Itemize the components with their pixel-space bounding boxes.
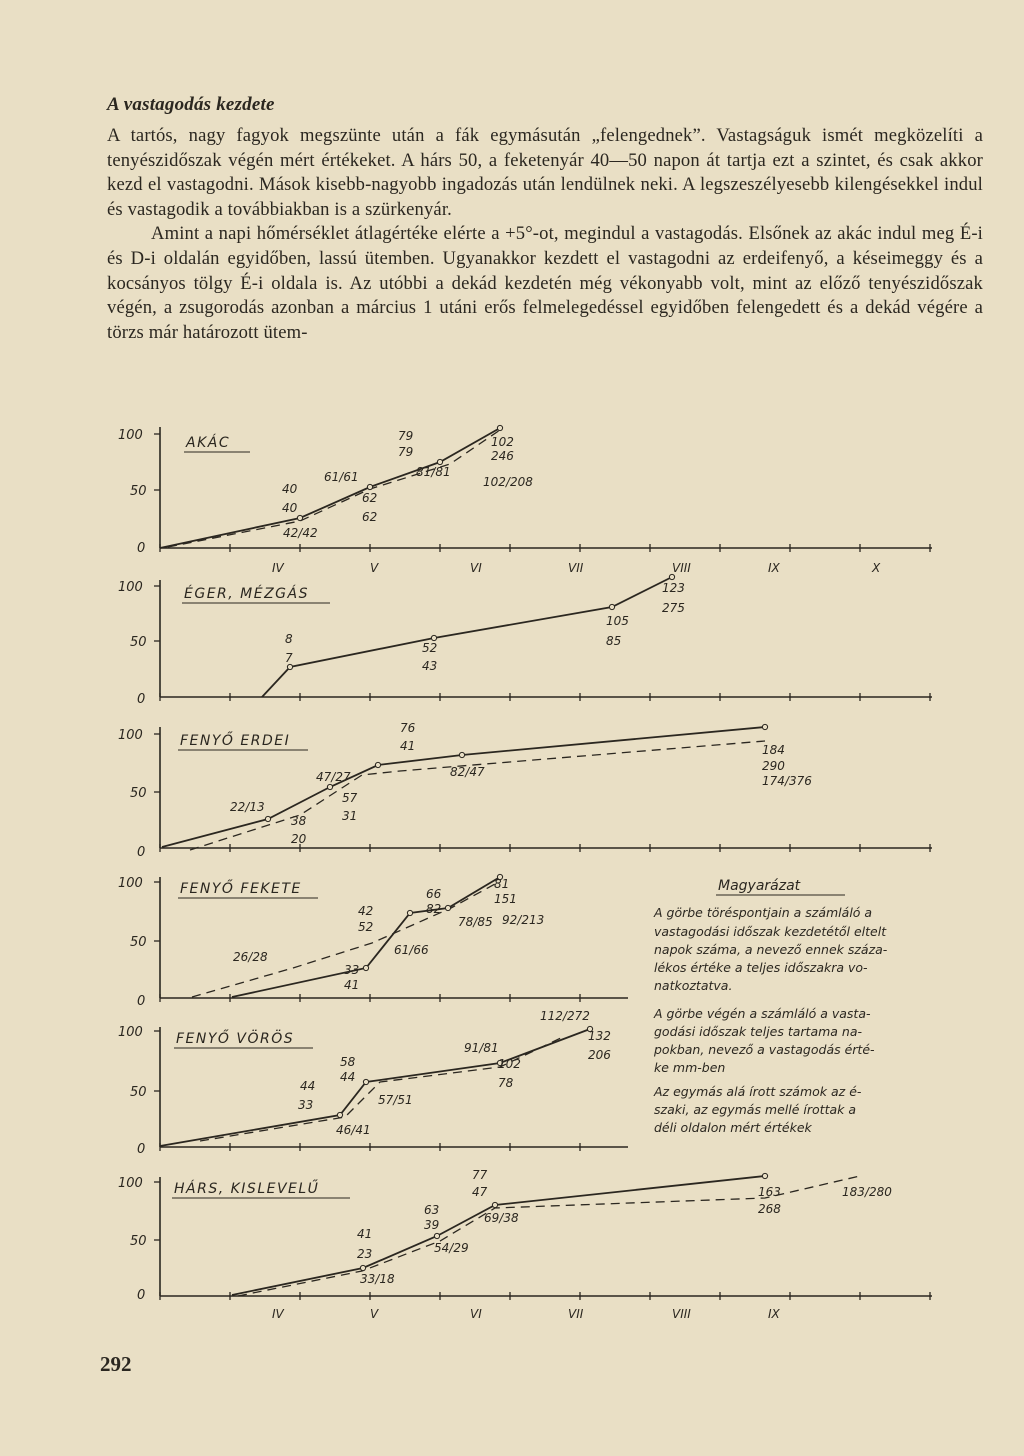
curve-point bbox=[497, 425, 502, 430]
panel-title: AKÁC bbox=[186, 435, 231, 451]
value-label: 40 bbox=[282, 501, 298, 515]
curve-point bbox=[337, 1112, 342, 1117]
value-label: 290 bbox=[762, 759, 785, 773]
value-label: 81/81 bbox=[416, 465, 451, 479]
value-label: 268 bbox=[758, 1202, 781, 1216]
month-label: VIII bbox=[672, 561, 691, 575]
curve-point bbox=[431, 635, 436, 640]
y-tick-label: 0 bbox=[137, 1288, 146, 1303]
value-label: 22/13 bbox=[230, 800, 265, 814]
legend-line: ke mm-ben bbox=[654, 1060, 726, 1075]
value-label: 105 bbox=[606, 614, 629, 628]
value-label: 69/38 bbox=[484, 1211, 519, 1225]
curve-point bbox=[407, 910, 412, 915]
y-tick-label: 0 bbox=[137, 1142, 146, 1157]
value-label: 33/18 bbox=[360, 1272, 395, 1286]
value-label: 40 bbox=[282, 482, 298, 496]
value-label: 41 bbox=[400, 739, 416, 753]
value-label: 82 bbox=[426, 902, 442, 916]
y-tick-label: 100 bbox=[118, 1025, 143, 1040]
value-label: 46/41 bbox=[336, 1123, 371, 1137]
panel-title: FENYŐ VÖRÖS bbox=[176, 1031, 295, 1047]
panel-title: FENYŐ FEKETE bbox=[180, 881, 302, 897]
value-label: 38 bbox=[291, 814, 307, 828]
value-label: 66 bbox=[426, 887, 442, 901]
value-label: 33 bbox=[344, 963, 360, 977]
y-tick-label: 50 bbox=[130, 786, 147, 801]
value-label: 62 bbox=[362, 491, 378, 505]
value-label: 78/85 bbox=[458, 915, 493, 929]
value-label: 33 bbox=[298, 1098, 314, 1112]
value-label: 62 bbox=[362, 510, 378, 524]
value-label: 246 bbox=[491, 449, 514, 463]
y-tick-label: 50 bbox=[130, 935, 147, 950]
y-tick-label: 100 bbox=[118, 428, 143, 443]
curve-point bbox=[363, 1079, 368, 1084]
y-tick-label: 100 bbox=[118, 728, 143, 743]
paragraph: A tartós, nagy fagyok megszünte után a fák egymásután „felengednek”. Vastagságuk ismét megközelíti a tenyészidőszak végén mért értékeket. A hárs 50, a feketenyár 40—50 napon át tartja ezt a szintet, és csak akkor kezd el vastagodni. Mások kisebb-nagyobb ingadozás után lendülnek neki. A legszeszélyesebb kilengésekkel indul és vastagodik a továbbiakban is a szürkenyár. bbox=[107, 125, 983, 220]
value-label: 151 bbox=[494, 892, 517, 906]
curve-point bbox=[327, 784, 332, 789]
legend-line: napok száma, a nevező ennek száza- bbox=[654, 942, 888, 957]
value-label: 81 bbox=[494, 877, 510, 891]
curve-point bbox=[367, 484, 372, 489]
legend-line: Az egymás alá írott számok az é- bbox=[654, 1084, 862, 1099]
legend-line: déli oldalon mért értékek bbox=[654, 1120, 812, 1135]
growth-curve-south bbox=[190, 741, 765, 850]
month-label: VI bbox=[470, 1307, 482, 1321]
value-label: 41 bbox=[357, 1227, 373, 1241]
curve-point bbox=[445, 905, 450, 910]
value-label: 7 bbox=[285, 651, 293, 665]
value-label: 183/280 bbox=[842, 1185, 892, 1199]
value-label: 20 bbox=[291, 832, 307, 846]
month-label: V bbox=[370, 1307, 379, 1321]
value-label: 44 bbox=[340, 1070, 356, 1084]
y-tick-label: 0 bbox=[137, 692, 146, 707]
legend bbox=[653, 878, 888, 1135]
value-label: 275 bbox=[662, 601, 685, 615]
y-tick-label: 0 bbox=[137, 541, 146, 556]
panel-title: ÉGER, MÉZGÁS bbox=[184, 586, 309, 602]
value-label: 57/51 bbox=[378, 1093, 413, 1107]
value-label: 76 bbox=[400, 721, 416, 735]
legend-line: A görbe végén a számláló a vasta- bbox=[654, 1006, 871, 1021]
curve-point bbox=[492, 1202, 497, 1207]
value-label: 44 bbox=[300, 1079, 316, 1093]
month-label: IX bbox=[768, 561, 780, 575]
value-label: 57 bbox=[342, 791, 358, 805]
value-label: 47/27 bbox=[316, 770, 351, 784]
value-label: 39 bbox=[424, 1218, 440, 1232]
value-label: 43 bbox=[422, 659, 438, 673]
value-label: 42 bbox=[358, 904, 374, 918]
section-title: A vastagodás kezdete bbox=[107, 94, 275, 115]
value-label: 42/42 bbox=[283, 526, 318, 540]
value-label: 112/272 bbox=[540, 1009, 590, 1023]
figure-labels bbox=[118, 428, 892, 1321]
y-tick-label: 50 bbox=[130, 484, 147, 499]
curve-point bbox=[762, 1173, 767, 1178]
curve-point bbox=[265, 816, 270, 821]
curve-point bbox=[375, 762, 380, 767]
legend-line: A görbe töréspontjain a számláló a bbox=[654, 905, 873, 920]
page-number: 292 bbox=[100, 1352, 132, 1376]
month-label: IX bbox=[768, 1307, 780, 1321]
value-label: 61/66 bbox=[394, 943, 429, 957]
value-label: 91/81 bbox=[464, 1041, 499, 1055]
value-label: 82/47 bbox=[450, 765, 485, 779]
curve-point bbox=[363, 965, 368, 970]
curve-point bbox=[762, 724, 767, 729]
month-label: VII bbox=[568, 1307, 584, 1321]
value-label: 23 bbox=[357, 1247, 373, 1261]
value-label: 31 bbox=[342, 809, 358, 823]
y-tick-label: 50 bbox=[130, 635, 147, 650]
y-tick-label: 100 bbox=[118, 876, 143, 891]
y-tick-label: 100 bbox=[118, 1176, 143, 1191]
panel-title: FENYŐ ERDEI bbox=[180, 733, 291, 749]
value-label: 61/61 bbox=[324, 470, 359, 484]
value-label: 184 bbox=[762, 743, 785, 757]
value-label: 102 bbox=[491, 435, 514, 449]
figure-curves bbox=[160, 425, 860, 1296]
value-label: 132 bbox=[588, 1029, 611, 1043]
value-label: 63 bbox=[424, 1203, 440, 1217]
y-tick-label: 100 bbox=[118, 580, 143, 595]
legend-title: Magyarázat bbox=[718, 878, 801, 894]
value-label: 47 bbox=[472, 1185, 488, 1199]
value-label: 163 bbox=[758, 1185, 781, 1199]
legend-line: vastagodási időszak kezdetétől eltelt bbox=[654, 924, 887, 939]
legend-line: lékos értéke a teljes időszakra vo- bbox=[654, 960, 868, 975]
y-tick-label: 0 bbox=[137, 845, 146, 860]
value-label: 174/376 bbox=[762, 774, 812, 788]
month-label: IV bbox=[272, 561, 284, 575]
value-label: 52 bbox=[422, 641, 438, 655]
value-label: 92/213 bbox=[502, 913, 545, 927]
value-label: 79 bbox=[398, 429, 414, 443]
value-label: 206 bbox=[588, 1048, 611, 1062]
y-tick-label: 0 bbox=[137, 994, 146, 1009]
curve-point bbox=[459, 752, 464, 757]
legend-line: natkoztatva. bbox=[654, 978, 733, 993]
value-label: 41 bbox=[344, 978, 360, 992]
curve-point bbox=[609, 604, 614, 609]
legend-line: pokban, nevező a vastagodás érté- bbox=[654, 1042, 875, 1057]
curve-point bbox=[434, 1233, 439, 1238]
curve-point bbox=[437, 459, 442, 464]
month-label: VIII bbox=[672, 1307, 691, 1321]
value-label: 8 bbox=[285, 632, 293, 646]
month-label: V bbox=[370, 561, 379, 575]
value-label: 79 bbox=[398, 445, 414, 459]
curve-point bbox=[287, 664, 292, 669]
panel-title: HÁRS, KISLEVELŰ bbox=[174, 1181, 320, 1197]
figure-axes bbox=[154, 427, 932, 1300]
legend-line: godási időszak teljes tartama na- bbox=[654, 1024, 863, 1039]
curve-point bbox=[360, 1265, 365, 1270]
value-label: 54/29 bbox=[434, 1241, 469, 1255]
value-label: 78 bbox=[498, 1076, 514, 1090]
value-label: 102 bbox=[498, 1057, 521, 1071]
value-label: 52 bbox=[358, 920, 374, 934]
paragraph: Amint a napi hőmérséklet átlagértéke elérte a +5°-ot, megindul a vastagodás. Elsőnek az akác indul meg É-i és D-i oldalán egyidőben, lassú ütemben. Ugyanakkor kezdett el vastagodni az erdeifenyő, a késeimeggy és a kocsányos tölgy É-i oldala is. Az utóbbi a dekád kezdetén még vékonyabb volt, mint az előző tenyészidőszak végén, a zsugorodás azonban a március 1 utáni erős felmelegedéssel egyidőben felengedett és a dekád végére a törzs már határozott ütem- bbox=[107, 223, 983, 343]
month-label: VI bbox=[470, 561, 482, 575]
y-tick-label: 50 bbox=[130, 1085, 147, 1100]
curve-point bbox=[669, 574, 674, 579]
value-label: 77 bbox=[472, 1168, 488, 1182]
month-label: VII bbox=[568, 561, 584, 575]
value-label: 26/28 bbox=[233, 950, 268, 964]
month-label: X bbox=[872, 561, 881, 575]
value-label: 58 bbox=[340, 1055, 356, 1069]
value-label: 123 bbox=[662, 581, 685, 595]
value-label: 102/208 bbox=[483, 475, 533, 489]
curve-point bbox=[297, 515, 302, 520]
y-tick-label: 50 bbox=[130, 1234, 147, 1249]
month-label: IV bbox=[272, 1307, 284, 1321]
value-label: 85 bbox=[606, 634, 622, 648]
legend-line: szaki, az egymás mellé írottak a bbox=[654, 1102, 857, 1117]
